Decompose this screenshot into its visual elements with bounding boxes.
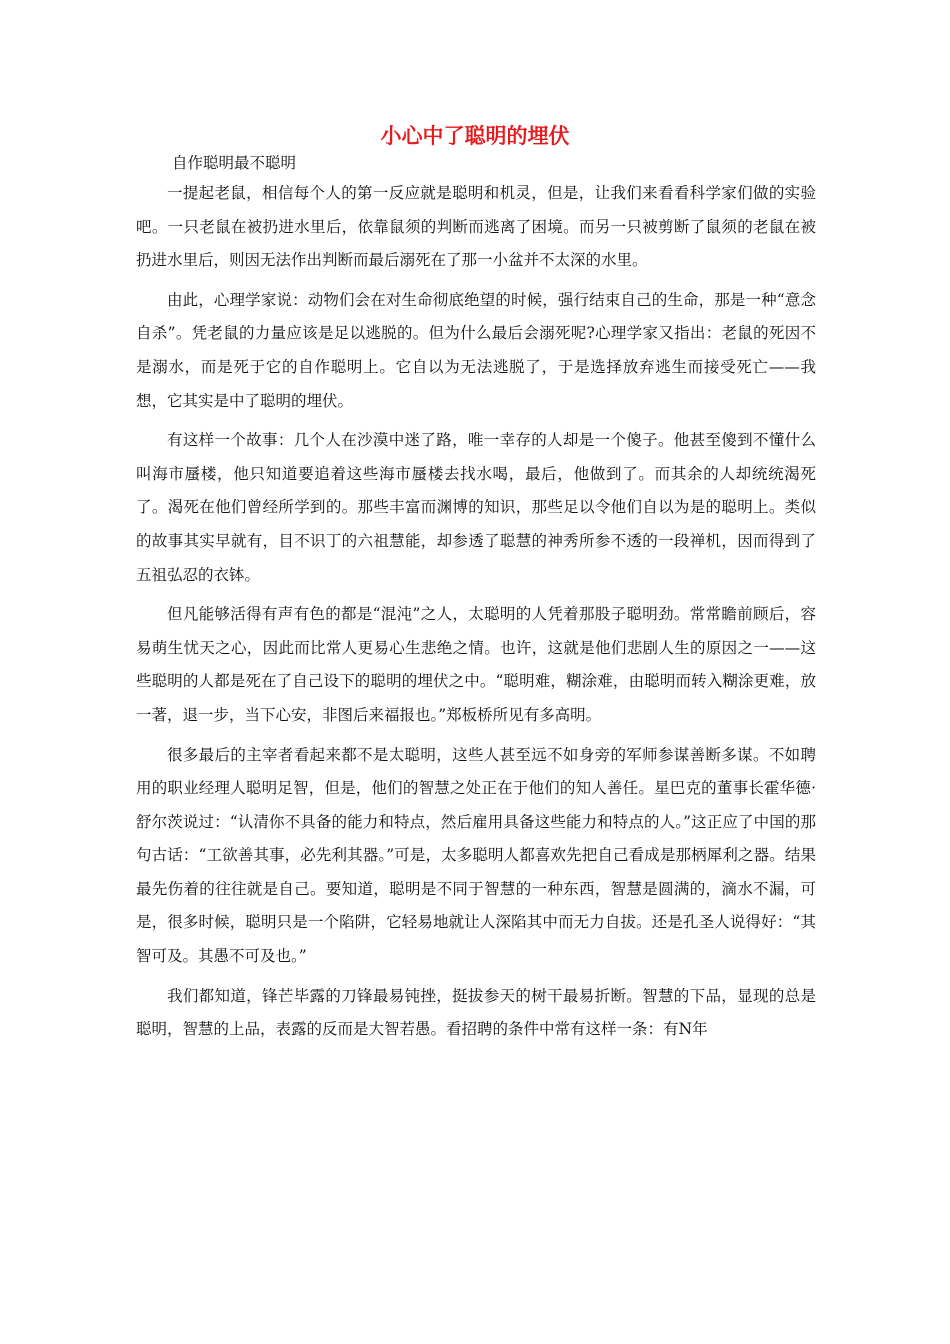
paragraph: 一提起老鼠，相信每个人的第一反应就是聪明和机灵，但是，让我们来看看科学家们做的实验吧。一只老鼠在被扔进水里后，依靠鼠须的判断而逃离了困境。而另一只被剪断了鼠须的老鼠在被扔进水里后，则因无法作出判断而最后溺死在了那一小盆并不太深的水里。 — [136, 184, 816, 270]
paragraph: 有这样一个故事：几个人在沙漠中迷了路，唯一幸存的人却是一个傻子。他甚至傻到不懂什么叫海市蜃楼，他只知道要追着这些海市蜃楼去找水喝，最后，他做到了。而其余的人却统统渴死了。渴死在他们曾经所学到的。那些丰富而渊博的知识，那些足以令他们自以为是的聪明上。类似的故事其实早就有，目不识丁的六祖慧能，却参透了聪慧的神秀所参不透的一段禅机，因而得到了五祖弘忍的衣钵。 — [136, 431, 816, 584]
paragraph: 由此，心理学家说：动物们会在对生命彻底绝望的时候，强行结束自己的生命，那是一种“意念自杀”。凭老鼠的力量应该是足以逃脱的。但为什么最后会溺死呢?心理学家又指出：老鼠的死因不是溺水，而是死于它的自作聪明上。它自以为无法逃脱了，于是选择放弃逃生而接受死亡——我想，它其实是中了聪明的埋伏。 — [136, 290, 816, 410]
document-body — [136, 177, 816, 1053]
paragraph: 我们都知道，锋芒毕露的刀锋最易钝挫，挺拔参天的树干最易折断。智慧的下品，显现的总是聪明，智慧的上品，表露的反而是大智若愚。看招聘的条件中常有这样一条：有N年 — [136, 986, 816, 1039]
document-title: 小心中了聪明的埋伏 — [380, 124, 570, 148]
paragraph: 很多最后的主宰者看起来都不是太聪明，这些人甚至远不如身旁的军师参谋善断多谋。不如聘用的职业经理人聪明足智，但是，他们的智慧之处正在于他们的知人善任。星巴克的董事长霍华德·舒尔茨说过：“认清你不具备的能力和特点，然后雇用具备这些能力和特点的人。”这正应了中国的那句古话：“工欲善其事，必先利其器。”可是，太多聪明人都喜欢先把自己看成是那柄犀利之器。结果最先伤着的往往就是自己。要知道，聪明是不同于智慧的一种东西，智慧是圆满的，滴水不漏，可是，很多时候，聪明只是一个陷阱，它轻易地就让人深陷其中而无力自拔。还是孔圣人说得好：“其智可及。其愚不可及也。” — [136, 745, 816, 966]
paragraph: 但凡能够活得有声有色的都是“混沌”之人，太聪明的人凭着那股子聪明劲。常常瞻前顾后，容易萌生忧天之心，因此而比常人更易心生悲绝之情。也许，这就是他们悲剧人生的原因之一——这些聪明的人都是死在了自己设下的聪明的埋伏之中。“聪明难，糊涂难，由聪明而转入糊涂更难，放一著，退一步，当下心安，非图后来福报也。”郑板桥所见有多高明。 — [136, 605, 816, 724]
document-subtitle: 自作聪明最不聪明 — [172, 154, 297, 172]
